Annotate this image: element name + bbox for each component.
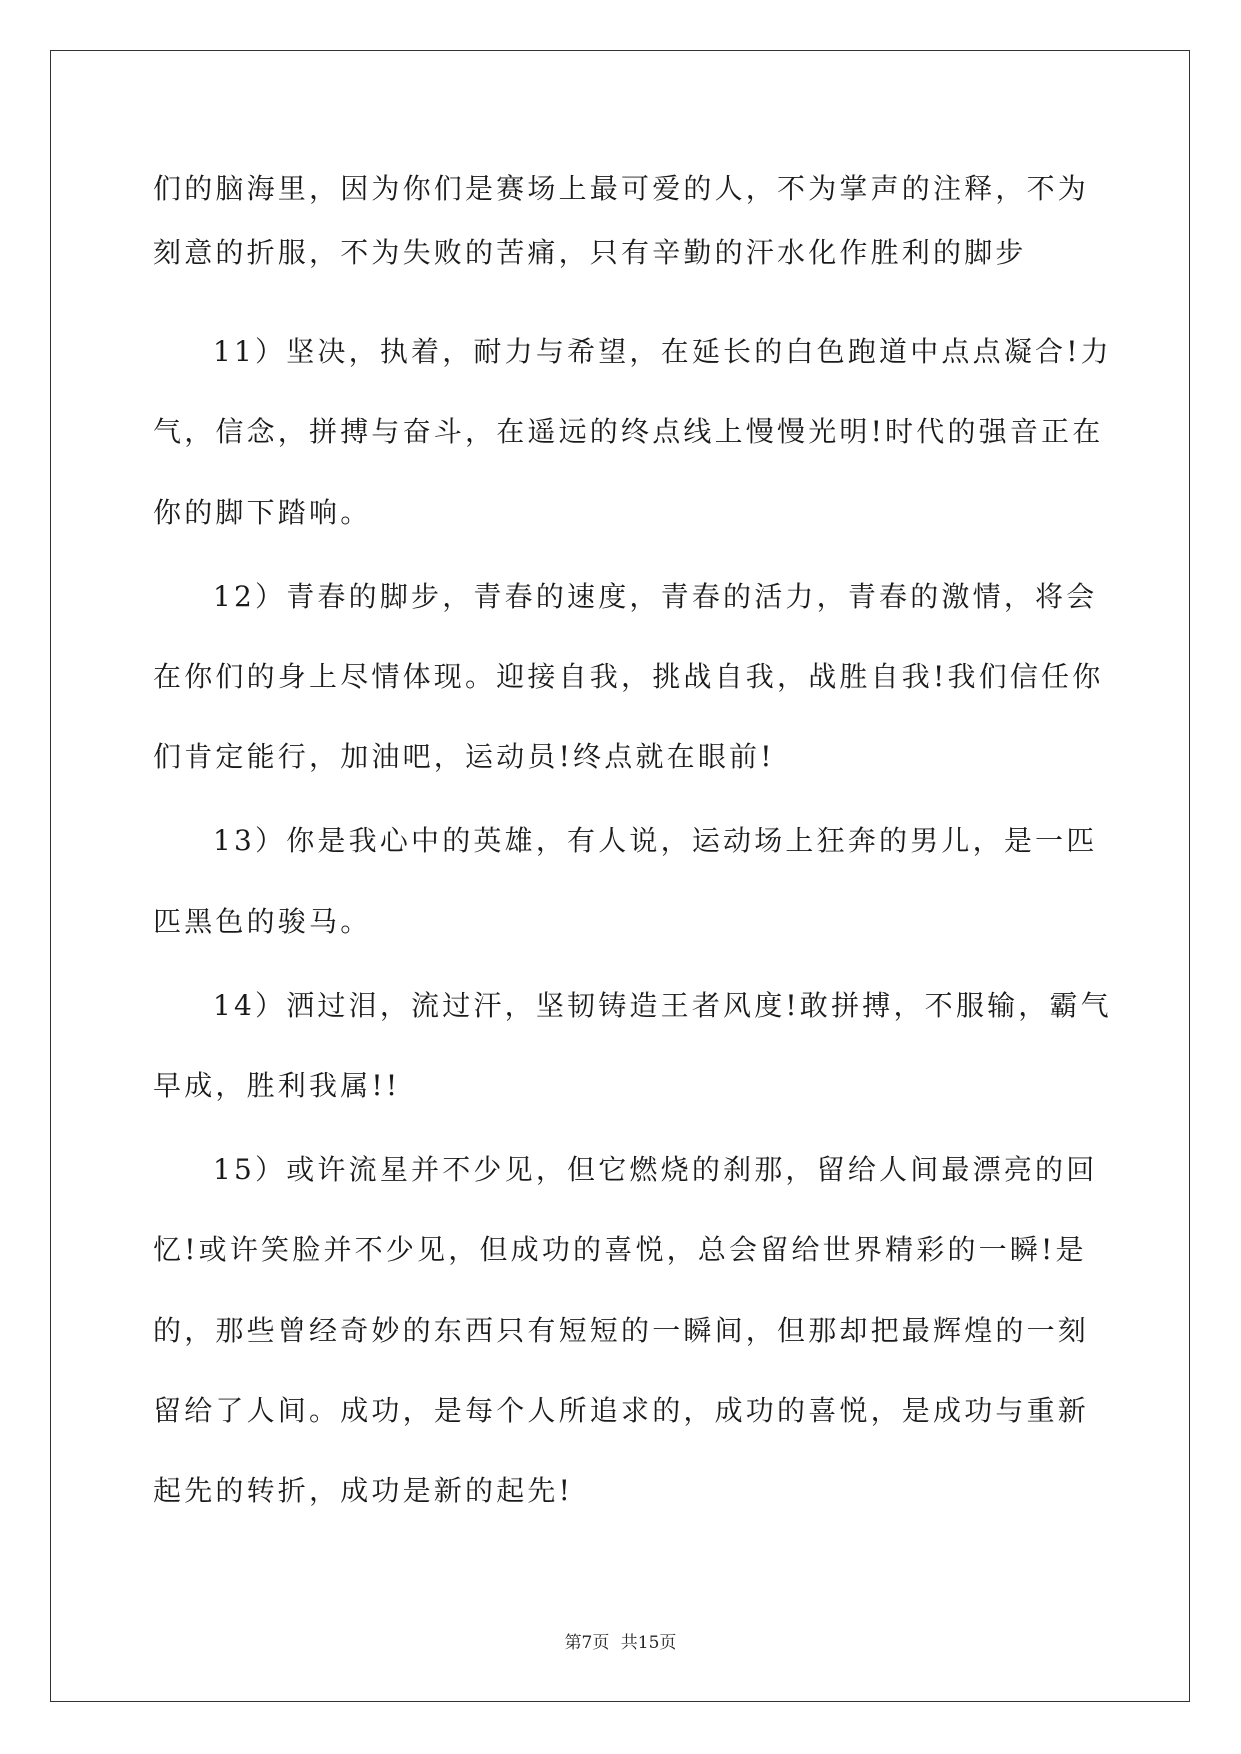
body-text-line: 刻意的折服，不为失败的苦痛，只有辛勤的汗水化作胜利的脚步 bbox=[153, 236, 1027, 269]
body-text-line: 们肯定能行，加油吧，运动员!终点就在眼前! bbox=[153, 740, 775, 773]
paragraph-11-first-line: 11）坚决，执着，耐力与希望，在延长的白色跑道中点点凝合!力 bbox=[213, 335, 1112, 368]
body-text-line: 留给了人间。成功，是每个人所追求的，成功的喜悦，是成功与重新 bbox=[153, 1394, 1090, 1427]
page-total: 共15页 bbox=[620, 1633, 677, 1653]
paragraph-14-first-line: 14）洒过泪，流过汗，坚韧铸造王者风度!敢拼搏，不服输，霸气 bbox=[213, 989, 1112, 1022]
paragraph-13-first-line: 13）你是我心中的英雄，有人说，运动场上狂奔的男儿，是一匹 bbox=[213, 824, 1098, 857]
body-text-line: 在你们的身上尽情体现。迎接自我，挑战自我，战胜自我!我们信任你 bbox=[153, 660, 1104, 693]
body-text-line: 们的脑海里，因为你们是赛场上最可爱的人，不为掌声的注释，不为 bbox=[153, 172, 1090, 205]
body-text-line: 匹黑色的骏马。 bbox=[153, 905, 372, 938]
page-number: 第7页 bbox=[564, 1633, 610, 1653]
page-border bbox=[50, 50, 1190, 1702]
body-text-line: 忆!或许笑脸并不少见，但成功的喜悦，总会留给世界精彩的一瞬!是 bbox=[153, 1233, 1087, 1266]
body-text-line: 气，信念，拼搏与奋斗，在遥远的终点线上慢慢光明!时代的强音正在 bbox=[153, 415, 1104, 448]
body-text-line: 你的脚下踏响。 bbox=[153, 496, 372, 529]
paragraph-12-first-line: 12）青春的脚步，青春的速度，青春的活力，青春的激情，将会 bbox=[213, 580, 1098, 613]
body-text-line: 的，那些曾经奇妙的东西只有短短的一瞬间，但那却把最辉煌的一刻 bbox=[153, 1314, 1090, 1347]
body-text-line: 起先的转折，成功是新的起先! bbox=[153, 1474, 574, 1507]
body-text-line: 早成，胜利我属!! bbox=[153, 1069, 401, 1102]
page-footer bbox=[0, 1628, 1241, 1653]
paragraph-15-first-line: 15）或许流星并不少见，但它燃烧的刹那，留给人间最漂亮的回 bbox=[213, 1153, 1098, 1186]
